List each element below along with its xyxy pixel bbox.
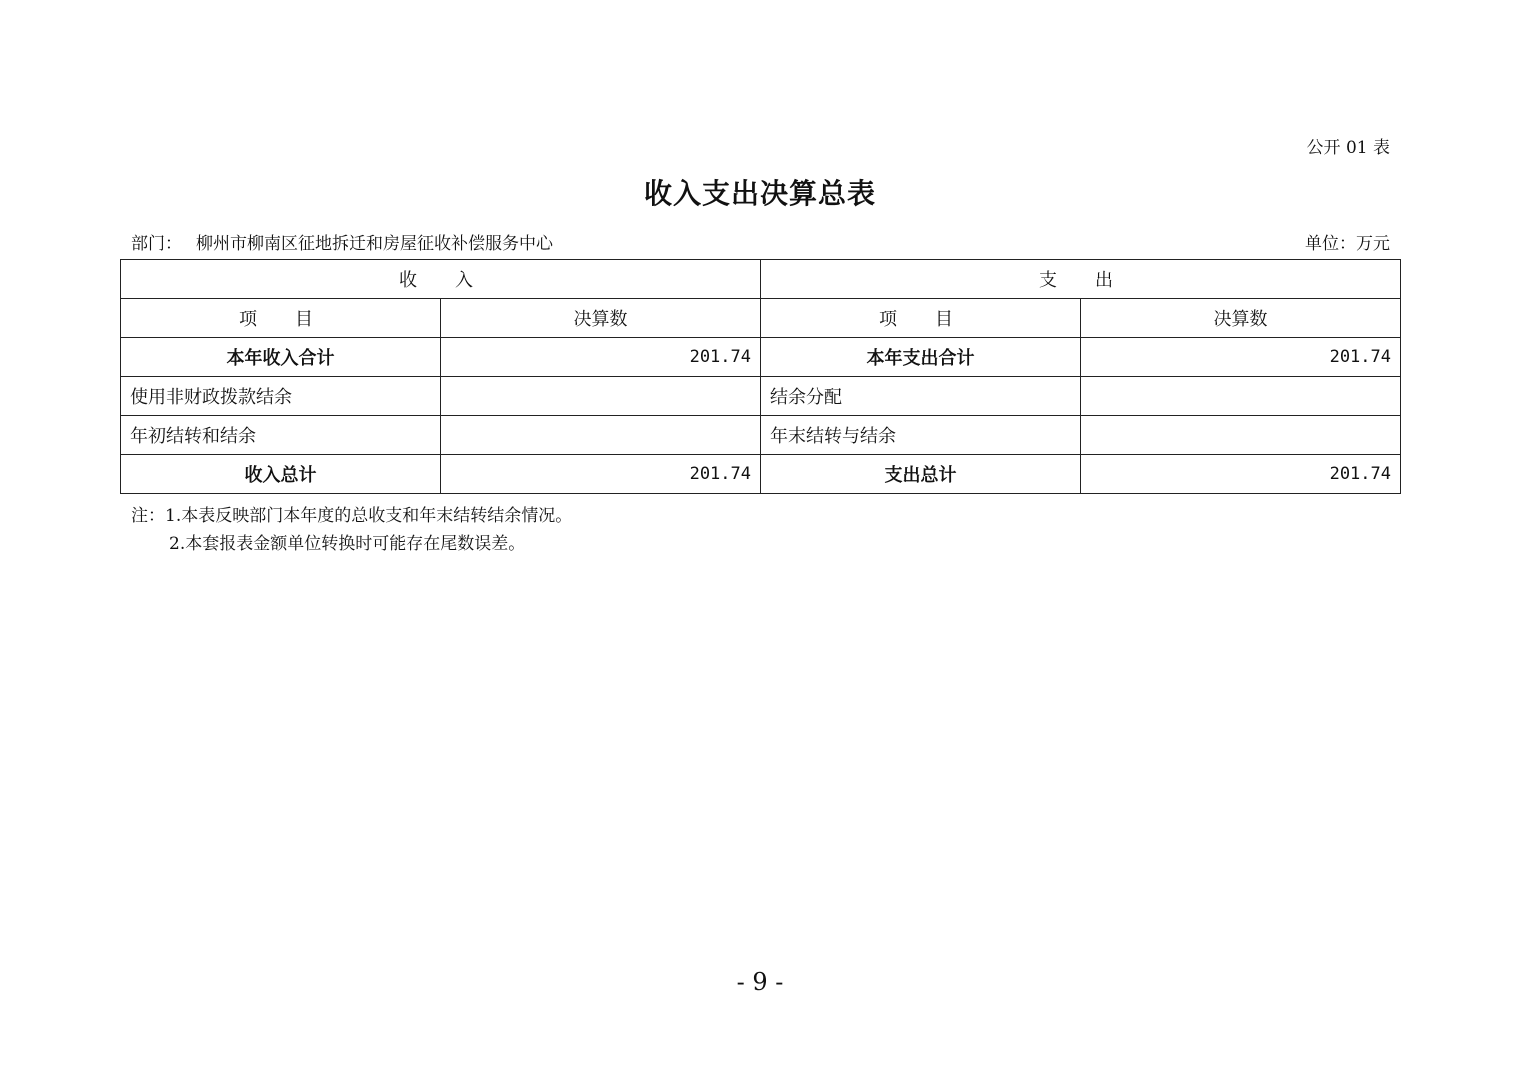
expense-amount-cell	[1081, 416, 1401, 455]
income-amount-cell: 201.74	[441, 338, 761, 377]
income-item-cell: 年初结转和结余	[121, 416, 441, 455]
expense-item-cell: 支出总计	[761, 455, 1081, 494]
page-number: - 9 -	[736, 968, 784, 996]
note-1: 注：1.本表反映部门本年度的总收支和年末结转结余情况。	[131, 506, 573, 526]
unit-label: 单位：万元	[1305, 234, 1390, 254]
expense-item-header: 项目	[761, 299, 1081, 338]
expense-amount-header: 决算数	[1081, 299, 1401, 338]
expense-item-cell: 本年支出合计	[761, 338, 1081, 377]
expense-section-header: 支出	[761, 260, 1401, 299]
table-row	[121, 416, 1401, 455]
department-name: 柳州市柳南区征地拆迁和房屋征收补偿服务中心	[196, 234, 553, 254]
income-amount-cell	[441, 416, 761, 455]
form-number: 公开 01 表	[1306, 138, 1390, 158]
income-amount-cell	[441, 377, 761, 416]
table-row	[121, 455, 1401, 494]
table-row	[121, 338, 1401, 377]
income-expense-table	[120, 259, 1401, 494]
page-title: 收入支出决算总表	[643, 177, 876, 210]
income-section-header: 收入	[121, 260, 761, 299]
expense-amount-cell: 201.74	[1081, 455, 1401, 494]
table-notes	[131, 502, 572, 558]
table-row	[121, 377, 1401, 416]
department-line	[131, 229, 553, 254]
section-header-row	[121, 260, 1401, 299]
note-2: 2.本套报表金额单位转换时可能存在尾数误差。	[169, 534, 526, 554]
expense-amount-cell: 201.74	[1081, 338, 1401, 377]
income-amount-cell: 201.74	[441, 455, 761, 494]
expense-item-cell: 年末结转与结余	[761, 416, 1081, 455]
column-header-row	[121, 299, 1401, 338]
expense-amount-cell	[1081, 377, 1401, 416]
income-item-header: 项目	[121, 299, 441, 338]
income-item-cell: 本年收入合计	[121, 338, 441, 377]
income-item-cell: 收入总计	[121, 455, 441, 494]
department-label: 部门：	[131, 234, 182, 254]
income-amount-header: 决算数	[441, 299, 761, 338]
expense-item-cell: 结余分配	[761, 377, 1081, 416]
income-item-cell: 使用非财政拨款结余	[121, 377, 441, 416]
